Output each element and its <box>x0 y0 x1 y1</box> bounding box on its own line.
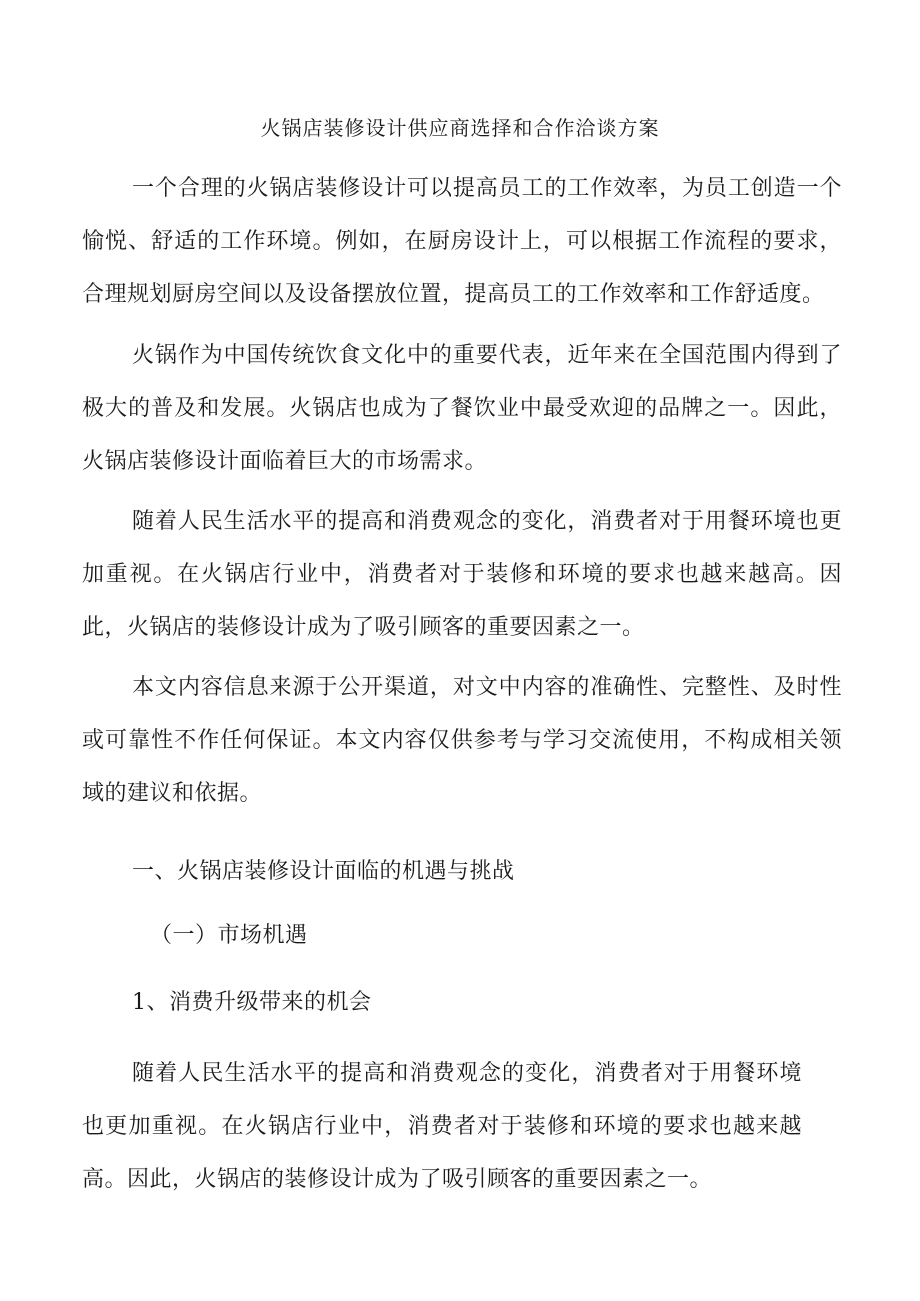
paragraph-consumption-upgrade: 随着人民生活水平的提高和消费观念的变化，消费者对于用餐环境也更加重视。在火锅店行业中，消费者对于装修和环境的要求也越来越高。因此，火锅店的装修设计成为了吸引顾客的重要因素之一。 <box>82 1061 802 1192</box>
subsection-heading: （一）市场机遇 <box>150 923 308 948</box>
paragraph-hotpot-culture: 火锅作为中国传统饮食文化中的重要代表，近年来在全国范围内得到了极大的普及和发展。火锅店也成为了餐饮业中最受欢迎的品牌之一。因此，火锅店装修设计面临着巨大的市场需求。 <box>82 343 842 474</box>
document-title: 火锅店装修设计供应商选择和合作洽谈方案 <box>260 116 660 140</box>
section-heading: 一、火锅店装修设计面临的机遇与挑战 <box>132 859 515 884</box>
paragraph-disclaimer: 本文内容信息来源于公开渠道，对文中内容的准确性、完整性、及时性或可靠性不作任何保证。本文内容仅供参考与学习交流使用，不构成相关领域的建议和依据。 <box>82 675 842 806</box>
item-heading: 1、消费升级带来的机会 <box>132 990 372 1015</box>
paragraph-consumer-demand: 随着人民生活水平的提高和消费观念的变化，消费者对于用餐环境也更加重视。在火锅店行业中，消费者对于装修和环境的要求也越来越高。因此，火锅店的装修设计成为了吸引顾客的重要因素之一。 <box>82 509 842 640</box>
paragraph-efficiency: 一个合理的火锅店装修设计可以提高员工的工作效率，为员工创造一个愉悦、舒适的工作环境。例如，在厨房设计上，可以根据工作流程的要求，合理规划厨房空间以及设备摆放位置，提高员工的工作效率和工作舒适度。 <box>82 176 842 307</box>
